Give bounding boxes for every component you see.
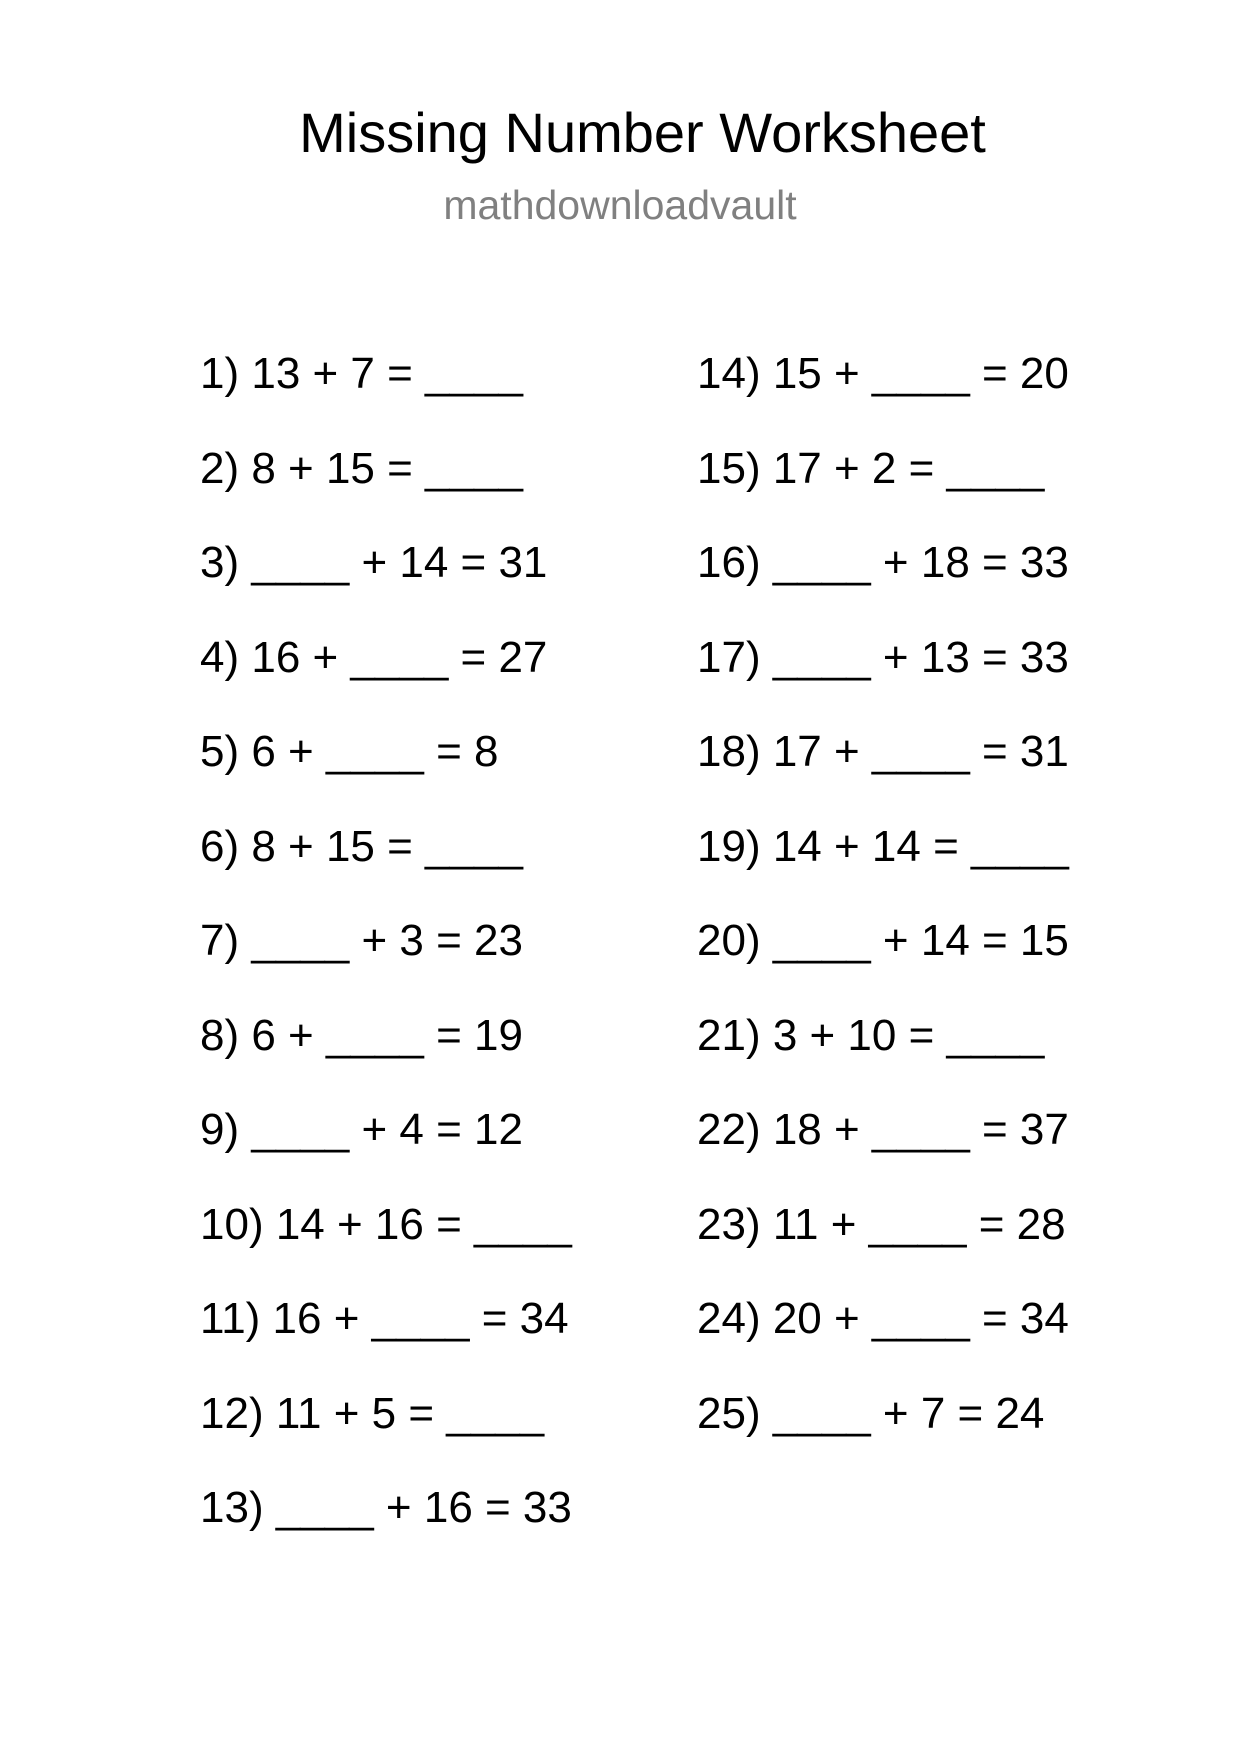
problem-21: 21) 3 + 10 = ____ xyxy=(697,1010,1045,1060)
problem-12: 12) 11 + 5 = ____ xyxy=(200,1388,545,1438)
problem-9: 9) ____ + 4 = 12 xyxy=(200,1105,523,1154)
page-title: Missing Number Worksheet xyxy=(299,101,986,164)
problem-11: 11) 16 + ____ = 34 xyxy=(200,1294,569,1343)
problem-20: 20) ____ + 14 = 15 xyxy=(697,916,1069,965)
problem-15: 15) 17 + 2 = ____ xyxy=(697,443,1045,493)
problem-17: 17) ____ + 13 = 33 xyxy=(697,632,1069,682)
problem-6: 6) 8 + 15 = ____ xyxy=(200,821,523,871)
problem-7: 7) ____ + 3 = 23 xyxy=(200,916,523,965)
problem-1: 1) 13 + 7 = ____ xyxy=(200,349,523,398)
problem-8: 8) 6 + ____ = 19 xyxy=(200,1010,523,1060)
problems-column-right xyxy=(697,348,1069,1482)
page-subtitle: mathdownloadvault xyxy=(443,182,797,228)
problem-23: 23) 11 + ____ = 28 xyxy=(697,1199,1066,1249)
problem-3: 3) ____ + 14 = 31 xyxy=(200,538,548,587)
problem-24: 24) 20 + ____ = 34 xyxy=(697,1294,1069,1343)
problem-19: 19) 14 + 14 = ____ xyxy=(697,821,1069,871)
problem-16: 16) ____ + 18 = 33 xyxy=(697,538,1069,587)
problems-column-left xyxy=(200,348,572,1577)
problem-10: 10) 14 + 16 = ____ xyxy=(200,1199,572,1249)
problem-18: 18) 17 + ____ = 31 xyxy=(697,727,1069,776)
problem-22: 22) 18 + ____ = 37 xyxy=(697,1105,1069,1154)
problem-4: 4) 16 + ____ = 27 xyxy=(200,632,548,682)
problem-25: 25) ____ + 7 = 24 xyxy=(697,1388,1045,1438)
problem-13: 13) ____ + 16 = 33 xyxy=(200,1483,572,1532)
problem-14: 14) 15 + ____ = 20 xyxy=(697,349,1069,398)
problem-2: 2) 8 + 15 = ____ xyxy=(200,443,523,493)
problem-5: 5) 6 + ____ = 8 xyxy=(200,727,499,776)
